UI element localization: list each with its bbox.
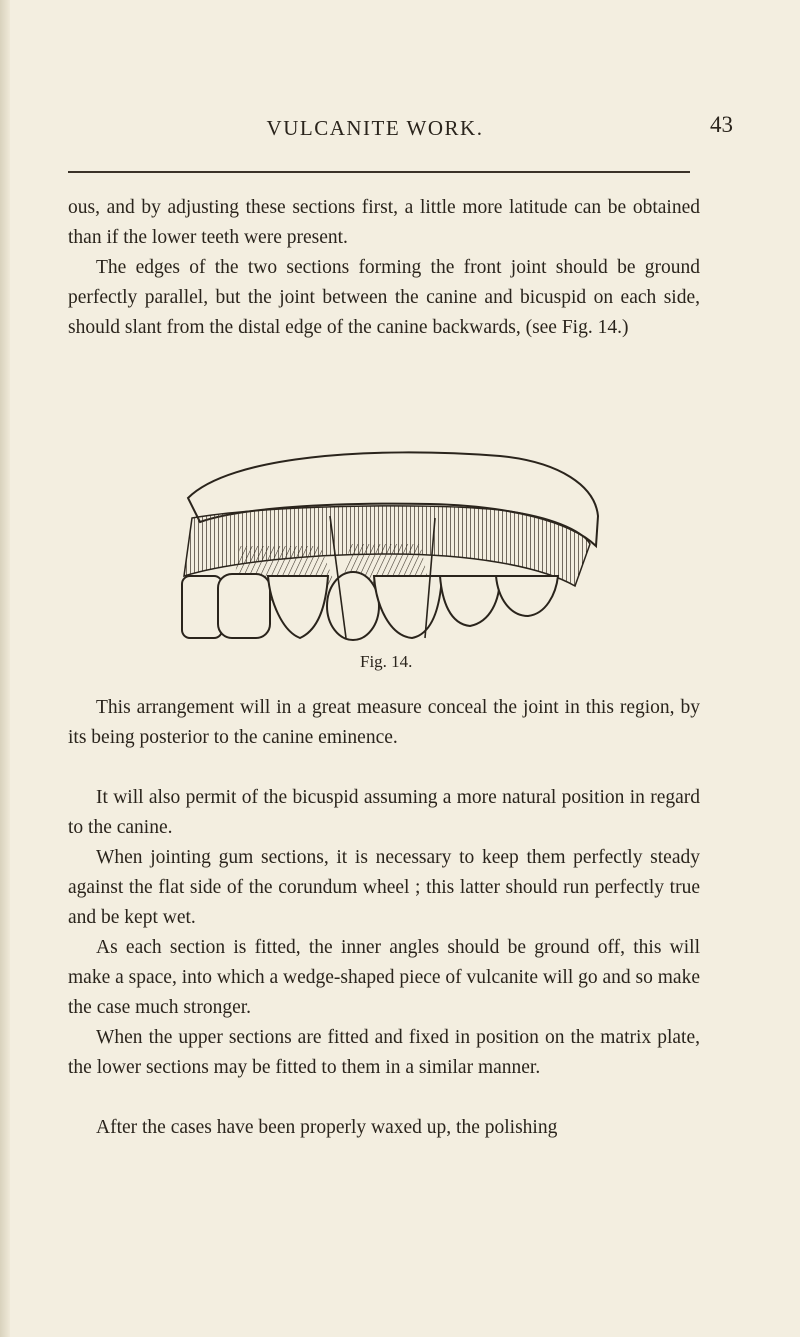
paragraph-bicuspid: It will also permit of the bicuspid assuming a more natural position in regard to the canine.	[68, 787, 700, 838]
paragraph-arrangement: This arrangement will in a great measure conceal the joint in this region, by its being posterior to the canine eminence.	[68, 697, 700, 748]
page-header	[0, 112, 800, 152]
figure-caption: Fig. 14.	[360, 652, 413, 671]
figure-14-illustration	[170, 426, 600, 646]
paragraph-polishing: After the cases have been properly waxed up, the polishing	[96, 1117, 558, 1138]
paragraph-inner-angles: As each section is fitted, the inner angles should be ground off, this will make a space, into which a wedge-shaped piece of vulcanite will go and so make the case much stronger.	[68, 937, 700, 1018]
page-number: 43	[710, 112, 733, 137]
dental-gum-sections-icon	[170, 426, 600, 646]
paragraph-front-joint: The edges of the two sections forming the front joint should be ground perfectly parallel, but the joint between the canine and bicuspid on each side, should slant from the distal edge of the canine backwards, (see Fig. 14.)	[68, 257, 700, 338]
paragraph-continued: ous, and by adjusting these sections first, a little more latitude can be obtained than if the lower teeth were present.	[68, 197, 700, 248]
running-head: VULCANITE WORK.	[266, 116, 484, 140]
paragraph-upper-sections: When the upper sections are fitted and fixed in position on the matrix plate, the lower sections may be fitted to them in a similar manner.	[68, 1027, 700, 1078]
header-rule	[68, 171, 690, 173]
page-edge	[0, 0, 10, 1337]
paragraph-jointing: When jointing gum sections, it is necessary to keep them perfectly steady against the flat side of the corundum wheel ; this latter should run perfectly true and be kept wet.	[68, 847, 700, 928]
